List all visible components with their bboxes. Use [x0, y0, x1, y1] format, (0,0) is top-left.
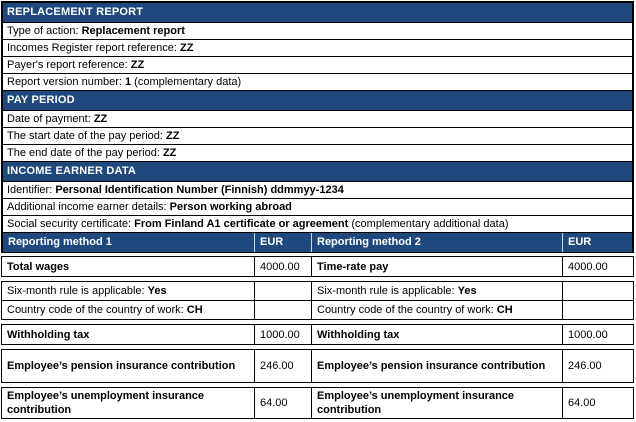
- field-row-pay-period-start: [3, 128, 632, 145]
- header-cell-reporting-method-2: Reporting method 2: [312, 233, 563, 252]
- cell-text: Employee’s unemployment insurance contribution: [317, 390, 515, 416]
- amount-cell: 246.00: [255, 350, 312, 382]
- table-row: [2, 257, 633, 276]
- table-row: [2, 300, 633, 319]
- amount-cell: 64.00: [568, 397, 596, 409]
- payments-row-box-rules: [1, 281, 634, 320]
- amount-cell: 4000.00: [568, 260, 608, 273]
- income-type-cell: [312, 282, 563, 300]
- income-type-cell: [2, 325, 255, 344]
- payments-row-box-pension: [1, 349, 634, 383]
- field-row-identifier: [3, 182, 632, 199]
- field-value: Personal Identification Number (Finnish) ddmmyy-1234: [55, 184, 344, 196]
- payments-row-box-unemployment: [1, 387, 634, 419]
- amount-cell: [563, 282, 633, 300]
- amount-cell: 1000.00: [568, 328, 608, 341]
- field-label: Date of payment:: [7, 113, 94, 125]
- payments-row-box-wages: [1, 256, 634, 277]
- header-cell-eur-1: EUR: [255, 233, 312, 252]
- field-label: Incomes Register report reference:: [7, 42, 181, 54]
- income-type-cell: [312, 257, 563, 276]
- replacement-report-document: [1, 1, 634, 419]
- table-row: [2, 388, 633, 418]
- cell-text: Employee’s pension insurance contribution: [7, 360, 236, 372]
- field-label: Payer's report reference:: [7, 59, 131, 71]
- amount-cell: [563, 301, 633, 319]
- field-label: Type of action:: [7, 25, 82, 37]
- field-value: ZZ: [165, 130, 180, 142]
- amount-cell: [255, 282, 312, 300]
- cell-text: Country code of the country of work: CH: [7, 304, 203, 316]
- field-value: ZZ: [162, 147, 177, 159]
- field-label: The start date of the pay period:: [7, 130, 166, 142]
- section-header-replacement-report: REPLACEMENT REPORT: [3, 3, 632, 23]
- field-label: Identifier:: [7, 184, 56, 196]
- income-type-cell: [2, 350, 255, 382]
- field-value: From Finland A1 certificate or agreement: [134, 218, 349, 230]
- cell-text: Total wages: [7, 260, 70, 273]
- field-value: ZZ: [180, 42, 194, 54]
- income-type-cell: [312, 301, 563, 319]
- section-header-pay-period: PAY PERIOD: [3, 91, 632, 111]
- field-value: Person working abroad: [169, 201, 292, 213]
- field-value: ZZ: [130, 59, 145, 71]
- income-type-cell: [2, 282, 255, 300]
- field-row-additional-details: [3, 199, 632, 216]
- income-type-cell: [312, 388, 563, 418]
- field-row-date-of-payment: [3, 111, 632, 128]
- income-type-cell: [312, 350, 563, 382]
- cell-text: Employee’s unemployment insurance contribution: [7, 390, 205, 416]
- cell-text: Withholding tax: [317, 328, 400, 341]
- field-suffix: (complementary additional data): [348, 218, 509, 230]
- field-row-payers-reference: [3, 57, 632, 74]
- cell-text: Six-month rule is applicable: Yes: [317, 285, 477, 297]
- field-value: 1: [125, 76, 132, 88]
- income-type-cell: [2, 388, 255, 418]
- field-row-register-reference: [3, 40, 632, 57]
- field-label: Additional income earner details:: [7, 201, 170, 213]
- income-type-cell: [2, 301, 255, 319]
- section-header-income-earner-data: INCOME EARNER DATA: [3, 162, 632, 182]
- table-row: [2, 282, 633, 300]
- amount-cell: 4000.00: [255, 257, 312, 276]
- table-row: [2, 350, 633, 382]
- cell-text: Six-month rule is applicable: Yes: [7, 285, 167, 297]
- cell-text: Country code of the country of work: CH: [317, 304, 513, 316]
- cell-text: Time-rate pay: [317, 260, 389, 273]
- field-label: Report version number:: [7, 76, 125, 88]
- field-row-report-version: [3, 74, 632, 91]
- field-row-type-of-action: [3, 23, 632, 40]
- cell-text: Withholding tax: [7, 328, 90, 341]
- amount-cell: 1000.00: [255, 325, 312, 344]
- amount-cell: 246.00: [568, 360, 602, 372]
- payments-row-box-withholding: [1, 324, 634, 345]
- amount-cell: 64.00: [255, 388, 312, 418]
- amount-cell: [255, 301, 312, 319]
- header-cell-eur-2: EUR: [568, 236, 592, 248]
- payments-table-header-row: [3, 233, 632, 253]
- table-row: [2, 325, 633, 344]
- cell-text: Employee’s pension insurance contribution: [317, 360, 546, 372]
- field-row-social-security-certificate: [3, 216, 632, 233]
- field-value: ZZ: [93, 113, 108, 125]
- header-cell-reporting-method-1: Reporting method 1: [3, 233, 255, 252]
- field-value: Replacement report: [81, 25, 185, 37]
- field-suffix: (complementary data): [131, 76, 242, 88]
- field-row-pay-period-end: [3, 145, 632, 162]
- field-label: Social security certificate:: [7, 218, 135, 230]
- field-label: The end date of the pay period:: [7, 147, 163, 159]
- income-type-cell: [2, 257, 255, 276]
- report-details-table: [1, 1, 634, 253]
- income-type-cell: [312, 325, 563, 344]
